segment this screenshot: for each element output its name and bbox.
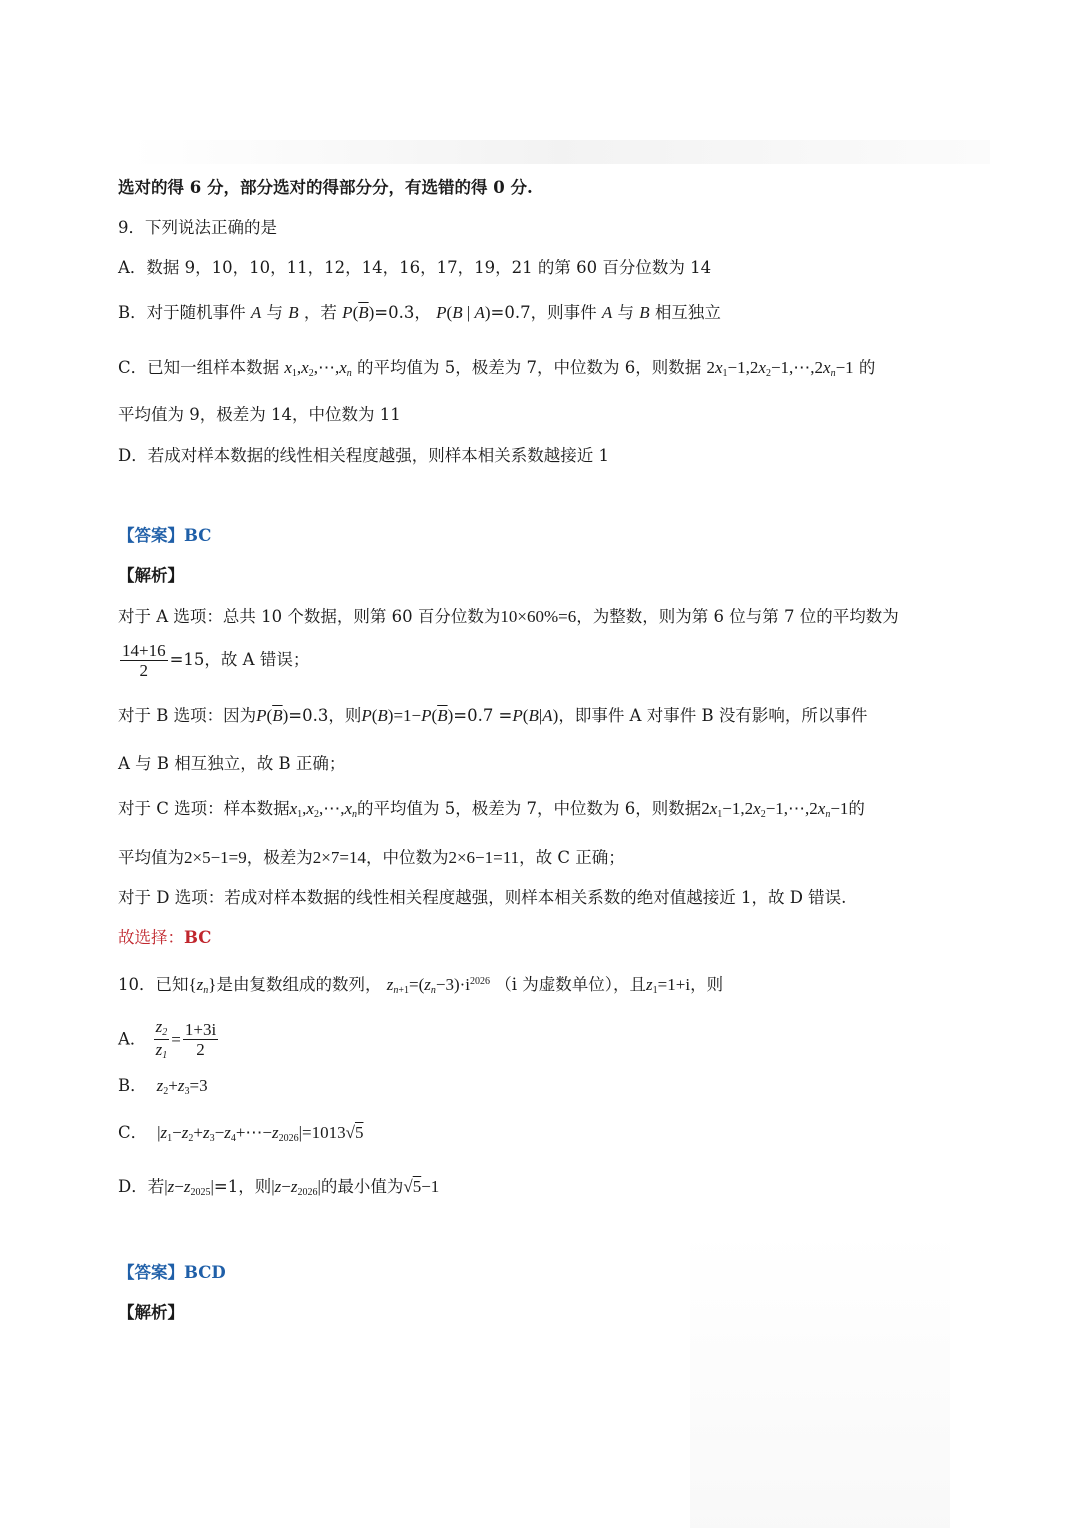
q10-stem: [118, 976, 723, 996]
scan-shadow-top: [130, 140, 990, 164]
fraction-denominator: 2: [139, 661, 149, 680]
math-b2: B: [639, 303, 650, 322]
analysis-c2-m1: 2×5−1=9: [184, 848, 247, 867]
math-p-b-given-a: P(B | A): [436, 303, 491, 322]
q9-option-b: [118, 304, 721, 322]
q10-b-eq: =3: [189, 1076, 208, 1095]
analysis-c-end: 的: [848, 799, 865, 818]
final-choice-value: BC: [184, 928, 212, 947]
analysis-a-math: 10×60%=6: [500, 607, 577, 626]
q9-option-c: [118, 359, 875, 379]
math-sample-2x-2: $2x_1-1,2x_2-1,\cdots,2x_n-1$: [701, 799, 849, 820]
scan-shadow-bottom: [690, 1230, 950, 1528]
analysis-a-line2: [118, 642, 309, 679]
q9-b-mid1: 与: [266, 303, 284, 322]
math-recurrence: $z_{n+1}=(z_n-3)\cdot i^{2026}$: [386, 975, 490, 996]
math-b: B: [288, 303, 299, 322]
final-choice: [118, 930, 211, 947]
math-z-z2025: $|z-z_{2025}|$: [164, 1177, 214, 1198]
analysis-b-m2: =0.7 =: [453, 706, 513, 725]
analysis-c2-b: ，极差为: [246, 848, 313, 867]
sqrt-symbol-2: √: [403, 1177, 413, 1196]
q9-b-p2: =0.7，则事件: [490, 303, 597, 322]
q9-option-a: A．数据 9，10，10，11，12，14，16，17，19，21 的第 60 百分位数为 14: [118, 258, 712, 277]
analysis-c2-m2: 2×7=14: [312, 848, 366, 867]
analysis-b-tail: ，即事件 A 对事件 B 没有影响，所以事件: [558, 706, 868, 725]
answer-value-2: BCD: [184, 1263, 226, 1282]
q10-answer: [118, 1265, 226, 1282]
q10-stem-b: 是由复数组成的数列，: [216, 975, 382, 994]
q10-b-label: B．: [118, 1076, 147, 1095]
analysis-b-line1: [118, 707, 867, 725]
analysis-a-tail: ，为整数，则为第 6 位与第 7 位的平均数为: [576, 607, 899, 626]
math-z1: $z_1=1+i$: [646, 975, 691, 996]
q10-a-label: A．: [118, 1029, 147, 1049]
analysis-c-mid: 的平均值为 5，极差为 7，中位数为 6，则数据: [357, 799, 702, 818]
fraction-z2: $z_2$: [155, 1017, 168, 1038]
math-p-b-expr: $P(B)=1-P(\overline{B})$: [361, 706, 454, 725]
fraction-1-3i-den: 2: [196, 1040, 205, 1059]
math-p-bbar: $P(\overline{B})$: [342, 303, 375, 322]
fraction-14-16: [120, 642, 168, 679]
equals-sign: =: [171, 1030, 181, 1049]
q10-c-eq: =1013: [302, 1123, 346, 1142]
q9-b-mid1b: 与: [617, 303, 635, 322]
q10-analysis-label: 【解析】: [118, 1303, 184, 1322]
q10-option-d: [118, 1178, 439, 1198]
answer-label-2: 【答案】: [118, 1263, 184, 1282]
math-a: A: [250, 303, 262, 322]
q9-b-p1: =0.3，: [374, 303, 431, 322]
answer-label: 【答案】: [118, 526, 184, 545]
math-seq-zn: $\{z_n\}$: [188, 975, 217, 996]
analysis-c2-c: ，中位数为: [365, 848, 449, 867]
q9-b-tail: 相互独立: [654, 303, 721, 322]
analysis-c2-d: ，故 C 正确；: [519, 848, 625, 867]
sqrt-symbol: √: [345, 1123, 355, 1142]
q9-stem: 9．下列说法正确的是: [118, 218, 277, 237]
q9-analysis-label: 【解析】: [118, 566, 184, 585]
analysis-d: 对于 D 选项：若成对样本数据的线性相关程度越强，则样本相关系数的绝对值越接近 1，故 D 错误.: [118, 888, 847, 907]
analysis-c2-a: 平均值为: [118, 848, 184, 867]
fraction-numerator: 14+16: [122, 641, 166, 660]
math-alt-sum: $|z_1-z_2+z_3-z_4+\cdots-z_{2026}|$: [157, 1123, 303, 1144]
q10-d-eq: =1，则: [213, 1177, 272, 1196]
scoring-note: 选对的得 6 分，部分选对的得部分分，有选错的得 0 分.: [118, 178, 533, 197]
q10-stem-a: 10．已知: [118, 975, 189, 994]
analysis-c-line1: [118, 800, 865, 820]
fraction-1-3i: [183, 1021, 218, 1058]
q10-option-b: [118, 1077, 208, 1097]
analysis-c2-m3: 2×6−1=11: [448, 848, 520, 867]
q10-stem-c: （i 为虚数单位），且: [495, 975, 647, 994]
math-z-z2026: $|z-z_{2026}|$: [271, 1177, 321, 1198]
q10-d-root: 5: [412, 1177, 422, 1196]
analysis-c-text: 对于 C 选项：样本数据: [118, 799, 290, 818]
math-sample-2x: $2x_1-1,2x_2-1,\cdots,2x_n-1$: [706, 358, 854, 379]
q10-d-tail: 的最小值为: [320, 1177, 404, 1196]
math-z2-z3: $z_2+z_3$: [156, 1076, 190, 1097]
analysis-b-m1: =0.3，则: [288, 706, 362, 725]
math-a2: A: [601, 303, 613, 322]
q9-option-c-line2: 平均值为 9，极差为 14，中位数为 11: [118, 405, 401, 424]
analysis-c-line2: [118, 849, 625, 867]
fraction-z1: $z_1$: [155, 1040, 168, 1061]
q10-c-label: C．: [118, 1123, 148, 1142]
q10-option-a: [118, 1018, 220, 1061]
fraction-1-3i-num: 1+3i: [184, 1020, 217, 1039]
q10-d-end: −1: [421, 1177, 440, 1196]
answer-value: BC: [184, 526, 212, 545]
final-choice-label: 故选择：: [118, 928, 184, 947]
q9-c-prefix: C．已知一组样本数据: [118, 358, 280, 377]
q9-c-end: 的: [858, 358, 876, 377]
q10-stem-d: ，则: [690, 975, 724, 994]
q10-d-label: D．若: [118, 1177, 165, 1196]
q10-option-c: [118, 1124, 363, 1144]
analysis-a-line2-tail: =15，故 A 错误；: [169, 650, 310, 669]
analysis-b-text: 对于 B 选项：因为: [118, 706, 257, 725]
math-p-bbar-2: $P(\overline{B})$: [256, 706, 289, 725]
analysis-a-text: 对于 A 选项：总共 10 个数据，则第 60 百分位数为: [118, 607, 501, 626]
q10-c-root: 5: [354, 1123, 364, 1142]
fraction-z2-z1: [154, 1018, 170, 1061]
q9-answer: [118, 528, 211, 545]
q9-c-mid: 的平均值为 5，极差为 7，中位数为 6，则数据: [357, 358, 702, 377]
math-p-b-given-a-2: P(B|A): [512, 706, 559, 725]
math-sample-x-2: $x_1,x_2,\cdots,x_n$: [289, 799, 358, 820]
math-sample-x: $x_1,x_2,\cdots,x_n$: [284, 358, 352, 379]
q9-option-d: D．若成对样本数据的线性相关程度越强，则样本相关系数越接近 1: [118, 446, 609, 465]
analysis-b-line2: A 与 B 相互独立，故 B 正确；: [118, 754, 346, 773]
q9-b-mid2: ，若: [303, 303, 337, 322]
q9-b-prefix: B．对于随机事件: [118, 303, 246, 322]
analysis-a-line1: [118, 608, 899, 626]
